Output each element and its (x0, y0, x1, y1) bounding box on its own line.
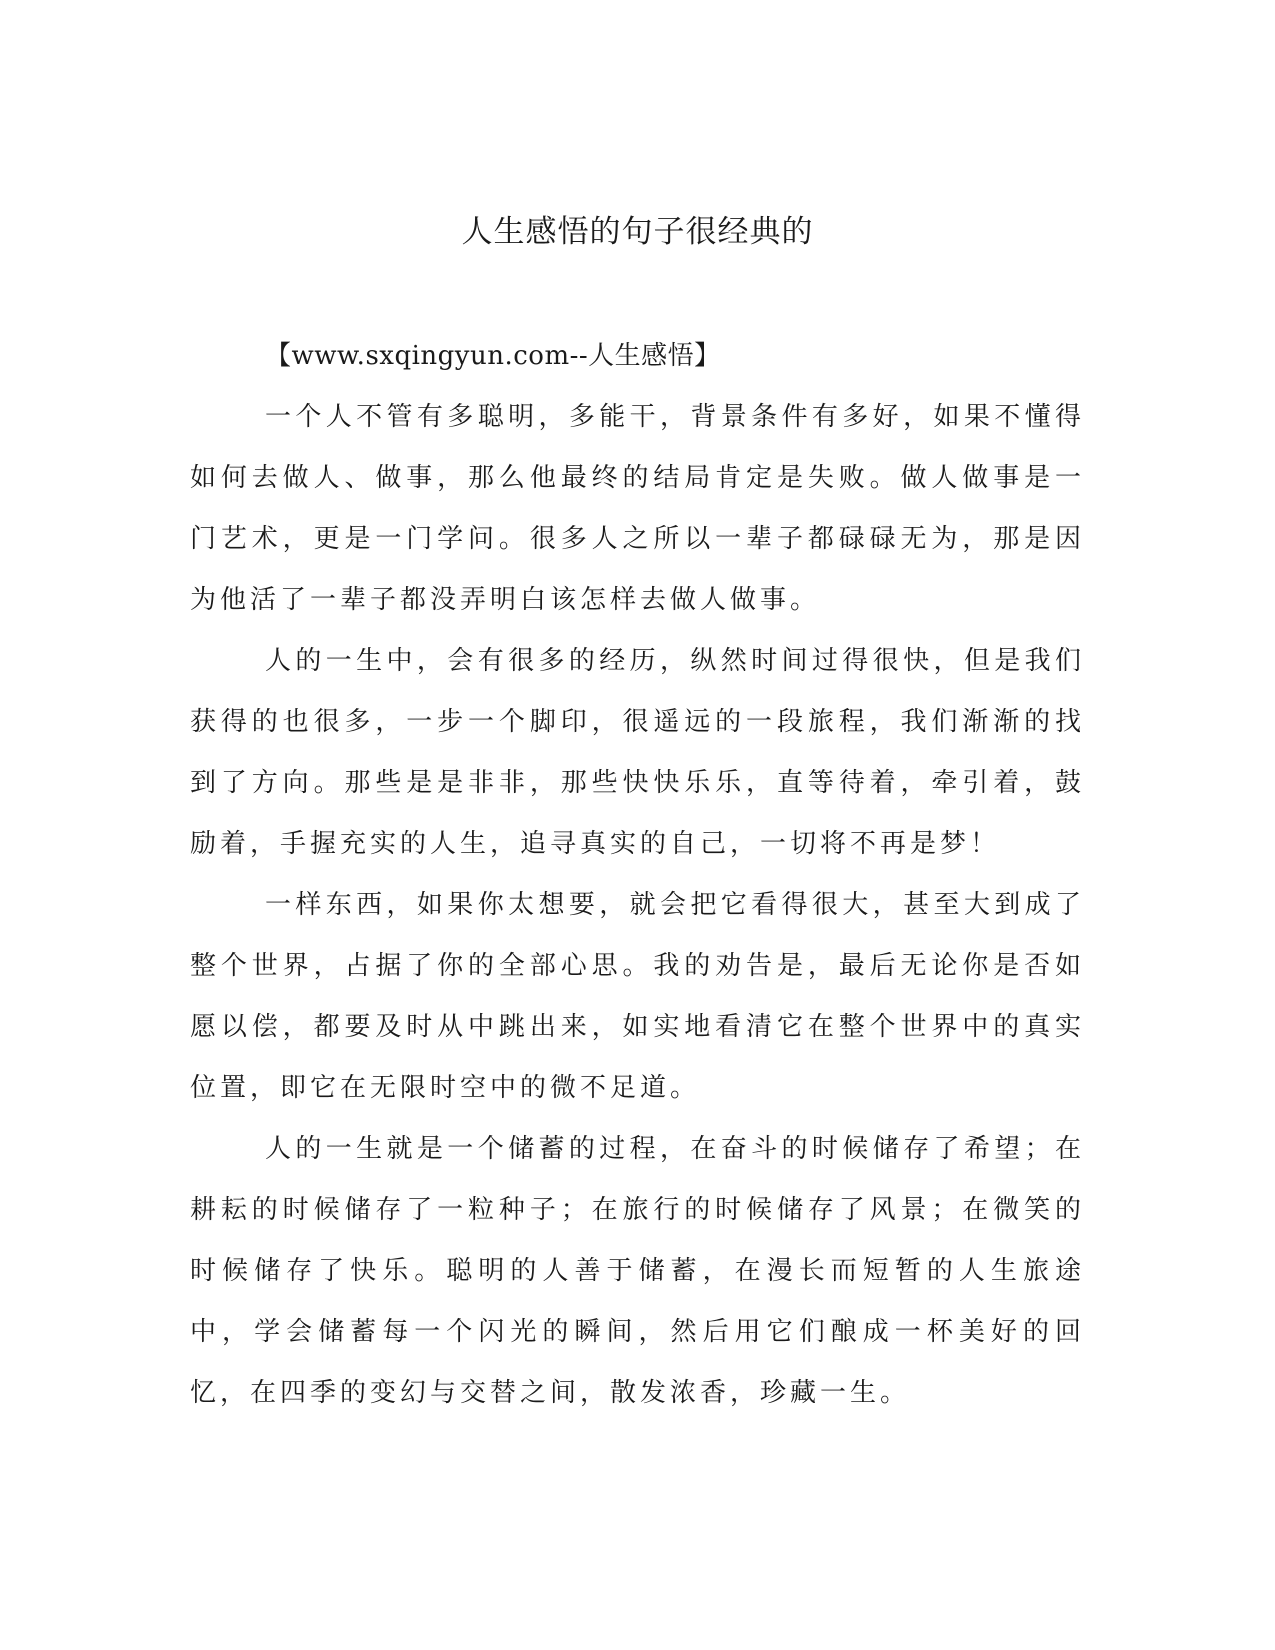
paragraph-2: 人的一生中，会有很多的经历，纵然时间过得很快，但是我们获得的也很多，一步一个脚印，很遥远的一段旅程，我们渐渐的找到了方向。那些是是非非，那些快快乐乐，直等待着，牵引着，鼓励着，手握充实的人生，追寻真实的自己，一切将不再是梦！ (190, 646, 1085, 859)
paragraph-1: 一个人不管有多聪明，多能干，背景条件有多好，如果不懂得如何去做人、做事，那么他最终的结局肯定是失败。做人做事是一门艺术，更是一门学问。很多人之所以一辈子都碌碌无为，那是因为他活了一辈子都没弄明白该怎样去做人做事。 (190, 402, 1085, 615)
document-body (190, 326, 1085, 1424)
paragraph-3: 一样东西，如果你太想要，就会把它看得很大，甚至大到成了整个世界，占据了你的全部心思。我的劝告是，最后无论你是否如愿以偿，都要及时从中跳出来，如实地看清它在整个世界中的真实位置，即它在无限时空中的微不足道。 (190, 890, 1085, 1103)
paragraph-4: 人的一生就是一个储蓄的过程，在奋斗的时候储存了希望；在耕耘的时候储存了一粒种子；在旅行的时候储存了风景；在微笑的时候储存了快乐。聪明的人善于储蓄，在漫长而短暂的人生旅途中，学会储蓄每一个闪光的瞬间，然后用它们酿成一杯美好的回忆，在四季的变幻与交替之间，散发浓香，珍藏一生。 (190, 1134, 1085, 1408)
document-title: 人生感悟的句子很经典的 (461, 214, 814, 250)
source-line: 【www.sxqingyun.com--人生感悟】 (265, 341, 721, 371)
